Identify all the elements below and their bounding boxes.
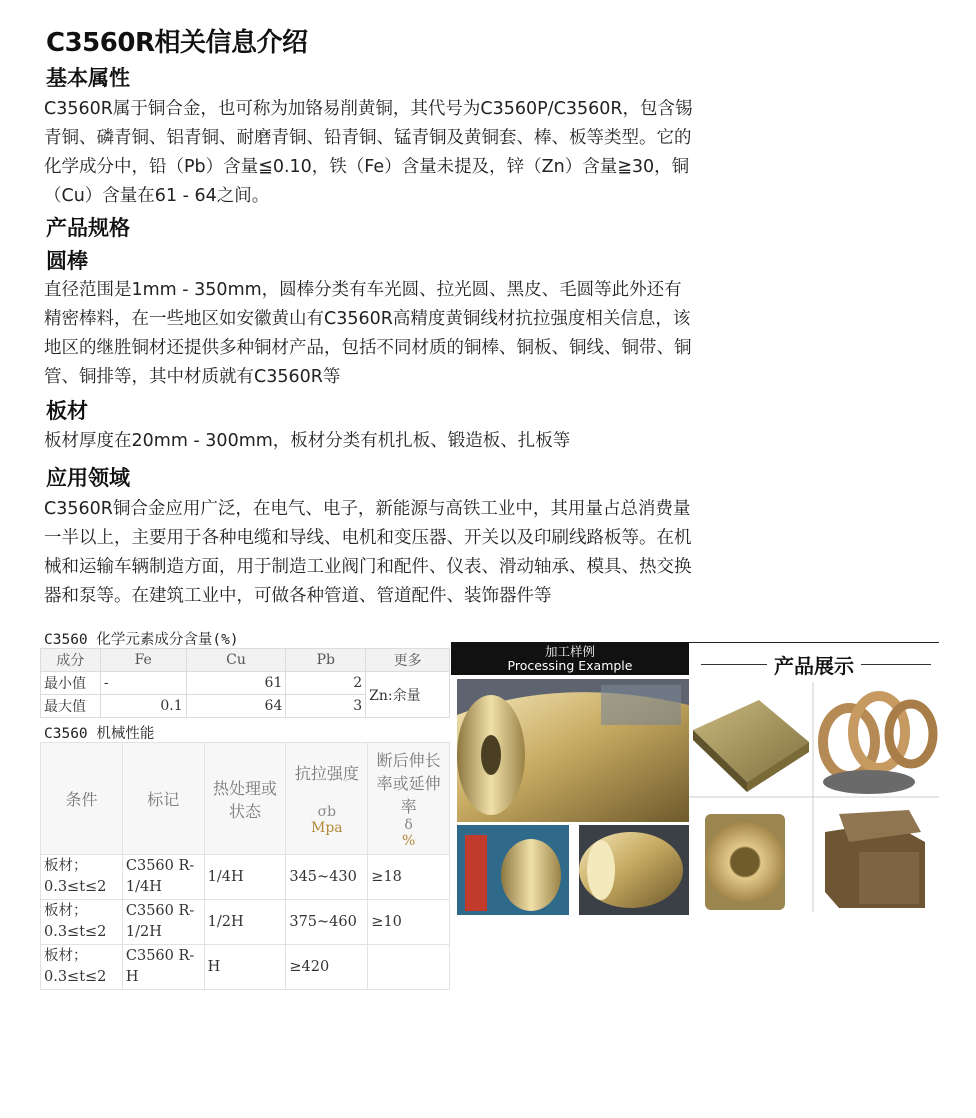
page-title: C3560R相关信息介绍	[46, 28, 308, 58]
chem-header-pb: Pb	[286, 649, 366, 672]
panel-top-rule	[689, 642, 939, 643]
paragraph-plate: 板材厚度在20mm - 300mm，板材分类有机扎板、锻造板、扎板等	[44, 431, 571, 451]
heading-basic: 基本属性	[46, 66, 130, 90]
product-photos-image	[689, 682, 939, 917]
heading-rod: 圆棒	[46, 249, 88, 273]
chem-row-label: 最大值	[41, 695, 101, 718]
mech-header-tensile-label: 抗拉强度	[294, 764, 359, 783]
chem-cell-cu: 64	[186, 695, 286, 718]
processing-photos-image	[451, 675, 689, 917]
processing-banner-en: Processing Example	[507, 658, 633, 673]
mech-header-elongation-label: 断后伸长率或延伸率	[376, 751, 441, 816]
chem-header-fe: Fe	[100, 649, 186, 672]
table-row	[41, 672, 450, 695]
mech-cell-elongation: ≥10	[368, 900, 450, 945]
mech-cell-mark: C3560 R-H	[122, 945, 204, 990]
chem-table-caption: C3560 化学元素成分含量(%)	[44, 632, 239, 648]
heading-spec: 产品规格	[46, 216, 130, 240]
mech-cell-mark: C3560 R-1/2H	[122, 900, 204, 945]
mech-header-elongation-unit: %	[401, 833, 416, 849]
products-title: 产品展示	[774, 654, 854, 678]
table-row	[41, 945, 450, 990]
title-rule-right	[861, 664, 931, 665]
mech-header-tensile-unit: Mpa	[311, 820, 343, 836]
mech-header-tensile	[286, 743, 368, 855]
paragraph-rod: 直径范围是1mm - 350mm，圆棒分类有车光圆、拉光圆、黑皮、毛圆等此外还有精密棒料，在一些地区如安徽黄山有C3560R高精度黄铜线材抗拉强度相关信息，该地区的继胜铜材还提供多种铜材产品，包括不同材质的铜棒、铜板、铜线、铜带、铜管、铜排等，其中材质就有C3560R等	[44, 280, 692, 387]
mech-cell-heat: 1/4H	[204, 855, 286, 900]
mech-cell-heat: 1/2H	[204, 900, 286, 945]
table-row	[41, 900, 450, 945]
chem-table	[40, 648, 450, 718]
processing-banner	[451, 642, 689, 675]
processing-example-panel	[451, 642, 689, 917]
chem-cell-fe: -	[100, 672, 186, 695]
chem-row-label: 最小值	[41, 672, 101, 695]
chem-cell-cu: 61	[186, 672, 286, 695]
mech-header-condition: 条件	[41, 743, 123, 855]
mech-cell-condition: 板材；0.3≤t≤2	[41, 900, 123, 945]
mech-table-header	[41, 743, 450, 855]
mech-cell-tensile: 345~430	[286, 855, 368, 900]
mech-header-elongation-symbol: δ	[404, 817, 413, 833]
mech-cell-tensile: 375~460	[286, 900, 368, 945]
mech-table-caption: C3560 机械性能	[44, 726, 155, 742]
product-display-panel	[689, 642, 939, 917]
mech-header-heat: 热处理或状态	[204, 743, 286, 855]
paragraph-basic: C3560R属于铜合金，也可称为加铬易削黄铜，其代号为C3560P/C3560R，包含锡青铜、磷青铜、铝青铜、耐磨青铜、铅青铜、锰青铜及黄铜套、棒、板等类型。它的化学成分中，铅（Pb）含量≦0.10，铁（Fe）含量未提及，锌（Zn）含量≧30，铜（Cu）含量在61 - 64之间。	[44, 99, 693, 206]
mech-cell-elongation: ≥18	[368, 855, 450, 900]
chem-header-more: 更多	[366, 649, 450, 672]
mech-table	[40, 742, 450, 990]
mech-cell-elongation	[368, 945, 450, 990]
chem-header-cu: Cu	[186, 649, 286, 672]
heading-application: 应用领域	[46, 466, 130, 490]
mech-header-elongation	[368, 743, 450, 855]
chem-cell-fe: 0.1	[100, 695, 186, 718]
chem-cell-pb: 3	[286, 695, 366, 718]
mech-cell-mark: C3560 R-1/4H	[122, 855, 204, 900]
heading-plate: 板材	[46, 399, 88, 423]
mech-cell-condition: 板材；0.3≤t≤2	[41, 855, 123, 900]
chem-cell-more: Zn:余量	[366, 672, 450, 718]
mech-header-mark: 标记	[122, 743, 204, 855]
mech-cell-condition: 板材；0.3≤t≤2	[41, 945, 123, 990]
chem-cell-pb: 2	[286, 672, 366, 695]
mech-cell-tensile: ≥420	[286, 945, 368, 990]
paragraph-application: C3560R铜合金应用广泛，在电气、电子，新能源与高铁工业中，其用量占总消费量一半以上，主要用于各种电缆和导线、电机和变压器、开关以及印刷线路板等。在机械和运输车辆制造方面，用于制造工业阀门和配件、仪表、滑动轴承、模具、热交换器和泵等。在建筑工业中，可做各种管道、管道配件、装饰器件等	[44, 499, 692, 606]
mech-cell-heat: H	[204, 945, 286, 990]
table-row	[41, 855, 450, 900]
mech-header-tensile-symbol: σb	[317, 804, 337, 820]
chem-header-component: 成分	[41, 649, 101, 672]
processing-banner-cn: 加工样例	[544, 644, 595, 659]
chem-table-header	[41, 649, 450, 672]
